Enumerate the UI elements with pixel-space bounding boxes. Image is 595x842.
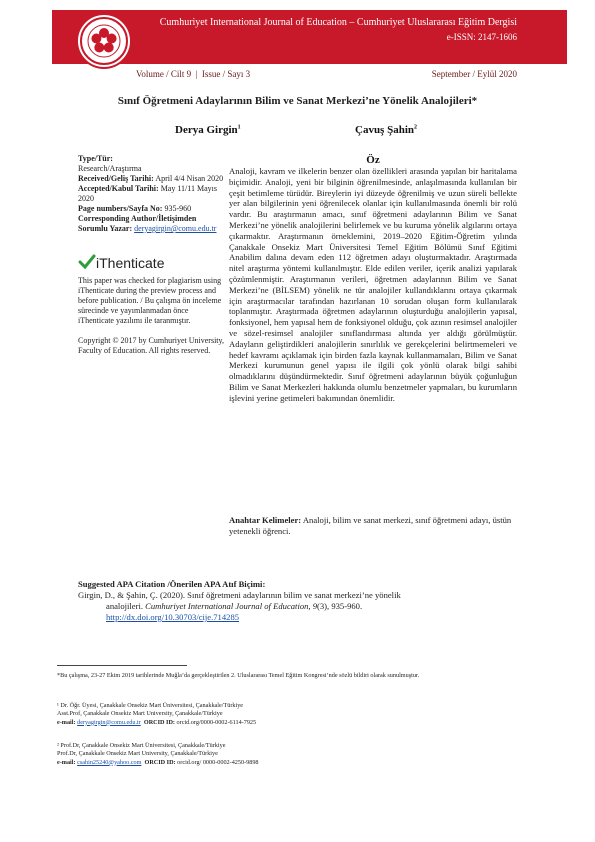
article-title: Sınıf Öğretmeni Adaylarının Bilim ve Sanat Merkezi’ne Yönelik Analojileri* <box>117 95 478 107</box>
doi-link[interactable]: http://dx.doi.org/10.30703/cije.714285 <box>106 612 240 622</box>
footnote-author-1: ¹ Dr. Öğr. Üyesi, Çanakkale Onsekiz Mart Üniversitesi, Çanakkale/Türkiye Asst.Prof, Çanakkale Onsekiz Mart University, Çanakkale/Türkiye e-mail: deryagirgin@comu.edu.tr ORCID ID: orcid.org/0000-0002-6114-7925 <box>57 702 257 726</box>
journal-name: Cumhuriyet International Journal of Education – Cumhuriyet Uluslararası Eğitim Dergisi <box>159 17 517 28</box>
article-info: Type/Tür: Research/Araştırma Received/Geliş Tarihi: April 4/4 Nisan 2020 Accepted/Kabul Tarihi: May 11/11 Mayıs 2020 Page numbers/Sayfa No: 935-960 Corresponding Author/İletişimden Sorumlu Yazar: deryagirgin@comu.edu.tr <box>78 154 224 233</box>
author-2: Çavuş Şahin$^2$ <box>355 124 418 136</box>
plagiarism-note: This paper was checked for plagiarism using iThenticate during the preview process and before publication. / Bu çalışma ön inceleme sürecinde ve yayımlanmadan önce iThenticate yazılımı ile taranmıştır. <box>78 276 222 325</box>
citation-heading: Suggested APA Citation /Önerilen APA Atıf Biçimi: <box>78 579 266 589</box>
volume: Volume / Cilt 9 <box>136 69 192 79</box>
abstract-text: Analoji, kavram ve ilkelerin benzer olan özellikleri arasında yapılan bir haritalama biçimidir. Analoji, yeni bir bilginin öğrenilmesinde, anlaşılmasında kullanılan bir çeşit betimleme türüdür. Bireylerin iyi düzeyde öğrenilmiş ve uzun süreli bellekte yer alan bilgilerinin yeni öğrenilecek olanlar için kullanılmasında önemli bir rolü vardır. Bu araştırmanın amacı, sınıf öğretmeni adaylarının Bilim ve Sanat Merkezi’ne yönelik analojilerini belirlemek ve bu kuruma yönelik algılarını ortaya çıkarmaktır. Araştırmanın örneklemini, 2019–2020 Eğitim-Öğretim yılında Çanakkale Onsekiz Mart Üniversitesi Temel Eğitim Bölümü Sınıf Eğitimi Anabilim dalına devam eden 112 öğretmen adayı oluşturmaktadır. Araştırmada nitel araştırma yöntemi kullanılmıştır. Elde edilen veriler, içerik analizi yapılarak çözümlenmiştir. Araştırmanın verileri, öğretmen adaylarının Bilim ve Sanat Merkezi’ne (BİLSEM) yönelik ne tür analojiler kullandıklarını ortaya çıkarmak için araştırmacılar tarafından hazırlanan 10 sorudan oluşan form kullanılarak toplanmıştır. Araştırmada öğretmen adaylarının oluşturduğu analojilerin yapısal, fonksiyonel, hem yapısal hem de fonksiyonel olduğu, çok azının resimsel analojiler ve sözel-resimsel analojiler sınıflandırması altında yer aldığı görülmüştür. Adayların geliştirdikleri analojilerin sınırlılık ve gerekçelerini belirtmemeleri ve hedef kavramı açıklamak için birden fazla kaynak kullanmamaları, Bilim ve Sanat Merkezi kurumunun genel yapısı ile ilgili çok yönlü olarak bilgi sahibi olmadıklarını düşündürmektedir. Sınıf öğretmeni adaylarının büyük çoğunluğun Bilim ve Sanat Merkezleri hakkında olumlu benzetmeler yapmaları, bu kurumların işlevini yerine getimeleri bakımından önemlidir. <box>229 166 517 403</box>
copyright-note: Copyright © 2017 by Cumhuriyet University, Faculty of Education. All rights reserved. <box>78 336 224 355</box>
author1-email-link[interactable]: deryagirgin@comu.edu.tr <box>77 718 141 726</box>
author-1: Derya Girgin$^1$ <box>175 124 241 136</box>
ithenticate-brand: iThenticate <box>96 255 165 271</box>
issue-date: September / Eylül 2020 <box>431 69 517 79</box>
corresponding-email-link[interactable]: deryagirgin@comu.edu.tr <box>134 224 217 233</box>
apa-citation: Suggested APA Citation /Önerilen APA Atıf Biçimi: Girgin, D., & Şahin, Ç. (2020). Sınıf öğretmeni adaylarının bilim ve sanat merkezi’ne yönelik analojileri. Cumhuriyet International Journal of Education, 9(3), 935-960. http://dx.doi.org/10.30703/cije.714285 <box>78 579 518 623</box>
university-seal-icon <box>76 13 132 69</box>
issue: Issue / Sayı 3 <box>201 69 251 79</box>
issn: e-ISSN: 2147-1606 <box>446 32 517 42</box>
footnote-star: *Bu çalışma, 23-27 Ekim 2019 tarihlerinde Muğla’da gerçekleştirilen 2. Uluslararası Temel Eğitim Kongresi’nde sözlü bildiri olarak sunulmuştur. <box>57 672 420 679</box>
volume-issue: Volume / Cilt 9 | Issue / Sayı 3 <box>136 69 251 79</box>
keywords: Anahtar Kelimeler: Analoji, bilim ve sanat merkezi, sınıf öğretmeni adayı, üstün yetenekli öğrenci. <box>229 515 512 536</box>
abstract-heading: Öz <box>366 154 380 166</box>
author2-email-link[interactable]: csahin25240@yahoo.com <box>77 758 142 766</box>
footnote-rule <box>57 665 187 666</box>
checkmark-icon <box>78 253 96 271</box>
footnote-author-2: ² Prof.Dr, Çanakkale Onsekiz Mart Üniversitesi, Çanakkale/Türkiye Prof.Dr, Çanakkale Onsekiz Mart University, Çanakkale/Türkiye e-mail: csahin25240@yahoo.com ORCID ID: orcid.org/ 0000-0002-4250-9898 <box>57 742 259 766</box>
